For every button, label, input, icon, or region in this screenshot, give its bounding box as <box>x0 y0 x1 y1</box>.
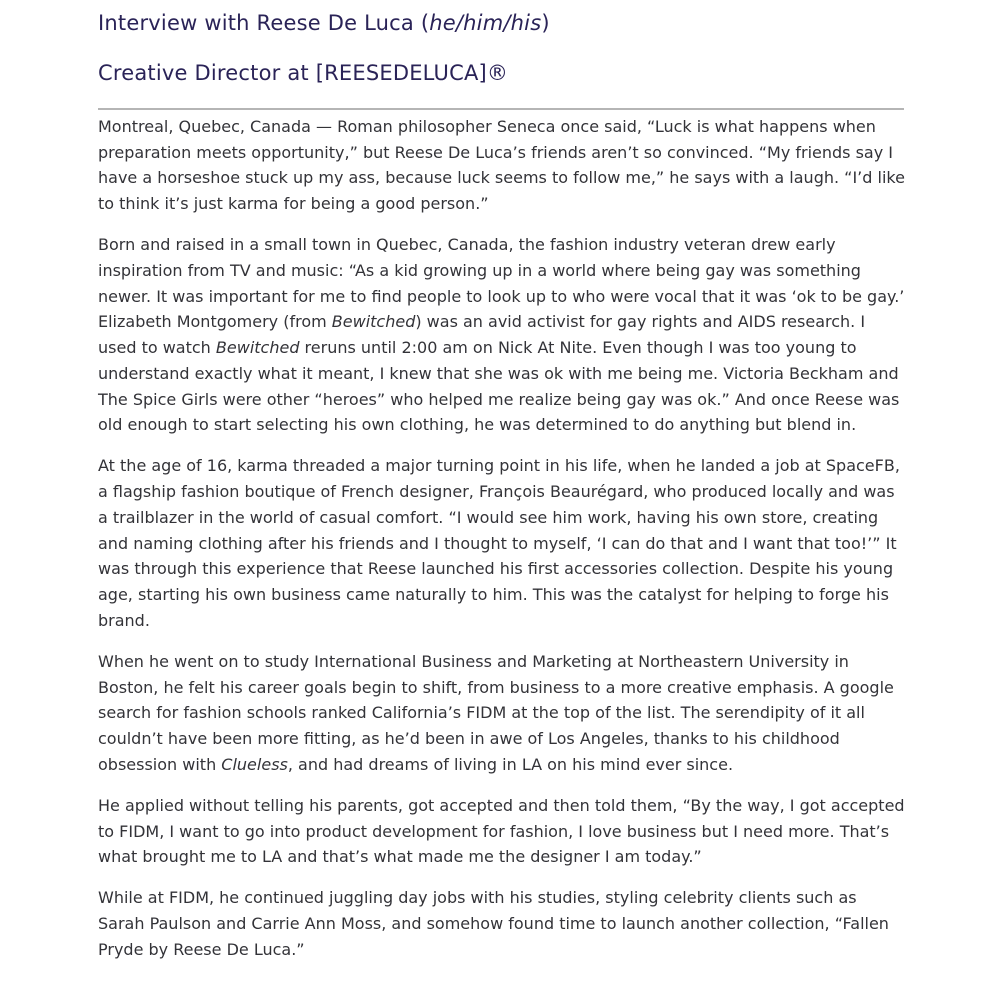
title-prefix: Interview with Reese De Luca ( <box>98 11 430 35</box>
paragraph-3: At the age of 16, karma threaded a major turning point in his life, when he landed a job at SpaceFB, a flagship fashion boutique of French designer, François Beaurégard, who produced locally and was a trailblazer in the world of casual comfort. “I would see him work, having his own store, creating and naming clothing after his friends and I thought to myself, ‘I can do that and I want that too!’” It was through this experience that Reese launched his first accessories collection. Despite his young age, starting his own business came naturally to him. This was the catalyst for helping to forge his brand. <box>98 456 900 630</box>
paragraph-1: Montreal, Quebec, Canada — Roman philosopher Seneca once said, “Luck is what happens when preparation meets opportunity,” but Reese De Luca’s friends aren’t so convinced. “My friends say I have a horseshoe stuck up my ass, because luck seems to follow me,” he says with a laugh. “I’d like to think it’s just karma for being a good person.” <box>98 117 905 214</box>
paragraph-4-text-c: , and had dreams of living in LA on his mind ever since. <box>287 754 734 774</box>
title-suffix: ) <box>541 11 550 35</box>
paragraph-2 <box>98 232 906 438</box>
film-title-clueless: Clueless <box>221 754 288 774</box>
page-title <box>98 11 550 35</box>
paragraph-6: While at FIDM, he continued juggling day jobs with his studies, styling celebrity clients such as Sarah Paulson and Carrie Ann Moss, and somehow found time to launch another collection, “Fallen Pryde by Reese De Luca.” <box>98 888 889 959</box>
paragraph-2-text-e: reruns until 2:00 am on Nick At Nite. Even though I was too young to understand exactly what it meant, I knew that she was ok with me being me. Victoria Beckham and The Spice Girls were other “heroes” who helped me realize being gay was ok.” And once Reese was old enough to start selecting his own clothing, he was determined to do anything but blend in. <box>98 338 900 435</box>
paragraph-4-text-a: When he went on to study International Business and Marketing at Northeastern University in Boston, he felt his career goals begin to shift, from business to a more creative emphasis. A google search for fashion schools ranked California’s FIDM at the top of the list. The serendipity of it all couldn’t have been more fitting, as he’d been in awe of Los Angeles, thanks to his childhood obsession with <box>98 651 894 774</box>
page-subtitle: Creative Director at [REESEDELUCA]® <box>98 61 509 85</box>
paragraph-4 <box>98 649 906 778</box>
pronouns: he/him/his <box>429 11 542 35</box>
article-body <box>98 114 906 978</box>
paragraph-5: He applied without telling his parents, got accepted and then told them, “By the way, I got accepted to FIDM, I want to go into product development for fashion, I love business but I need more. That’s what brought me to LA and that’s what made me the designer I am today.” <box>98 795 905 867</box>
show-title-bewitched-2: Bewitched <box>215 338 300 358</box>
paragraph-2-text-a: Born and raised in a small town in Quebec, Canada, the fashion industry veteran drew early inspiration from TV and music: “As a kid growing up in a world where being gay was something newer. It was important for me to find people to look up to who were vocal that it was ‘ok to be gay.’ Elizabeth Montgomery (from <box>98 235 905 332</box>
show-title-bewitched: Bewitched <box>331 312 416 332</box>
divider <box>98 108 904 110</box>
paragraph-2-text-c: ) was an avid activist for gay rights and AIDS research. I used to watch <box>98 312 866 358</box>
